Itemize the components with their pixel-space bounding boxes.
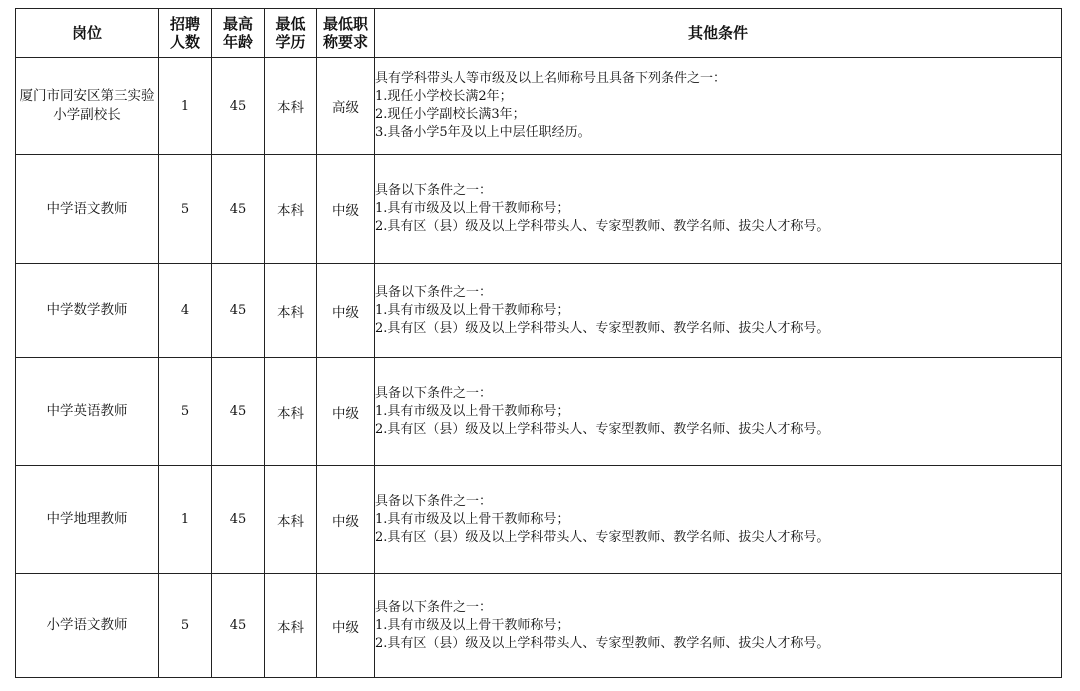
condition-line: 1.具有市级及以上骨干教师称号； <box>375 403 570 419</box>
header-min-title-line-2: 称要求 <box>322 33 368 51</box>
min-title-cell: 高级 <box>317 58 375 155</box>
max-age-cell: 45 <box>212 155 265 264</box>
header-min-edu-line-2: 学历 <box>275 33 306 51</box>
min-edu-cell: 本科 <box>265 155 317 264</box>
header-max-age-line-1: 最高 <box>222 15 253 33</box>
conditions-cell <box>375 264 1062 358</box>
condition-line: 1.具有市级及以上骨干教师称号； <box>375 201 570 216</box>
condition-line: 1.具有市级及以上骨干教师称号； <box>375 617 570 633</box>
condition-line: 具有学科带头人等市级及以上名师称号且具备下列条件之一： <box>375 71 727 86</box>
condition-line: 具备以下条件之一： <box>375 599 493 615</box>
count-cell: 5 <box>159 155 212 264</box>
min-edu-cell: 本科 <box>265 466 317 574</box>
count-cell: 1 <box>159 466 212 574</box>
min-edu-cell: 本科 <box>265 58 317 155</box>
condition-line: 具备以下条件之一： <box>375 385 493 401</box>
recruitment-table <box>15 8 1062 678</box>
max-age-cell: 45 <box>212 58 265 155</box>
header-max-age-line-2: 年龄 <box>222 33 253 51</box>
header-count-line-1: 招聘 <box>169 15 200 33</box>
condition-line: 2.现任小学副校长满3年； <box>375 107 526 122</box>
min-edu-cell: 本科 <box>265 574 317 678</box>
count-cell: 1 <box>159 58 212 155</box>
header-min-title-line-1: 最低职 <box>322 15 368 33</box>
max-age-cell: 45 <box>212 466 265 574</box>
table-row <box>16 358 1062 466</box>
header-min-edu <box>265 9 317 58</box>
count-cell: 5 <box>159 574 212 678</box>
condition-line: 1.具有市级及以上骨干教师称号； <box>375 302 570 318</box>
conditions-cell <box>375 58 1062 155</box>
max-age-cell: 45 <box>212 574 265 678</box>
max-age-cell: 45 <box>212 358 265 466</box>
min-title-cell: 中级 <box>317 466 375 574</box>
conditions-cell <box>375 574 1062 678</box>
min-title-cell: 中级 <box>317 574 375 678</box>
min-edu-cell: 本科 <box>265 264 317 358</box>
condition-line: 2.具有区（县）级及以上学科带头人、专家型教师、教学名师、拔尖人才称号。 <box>375 421 830 437</box>
table-row <box>16 264 1062 358</box>
condition-line: 具备以下条件之一： <box>375 183 493 198</box>
condition-line: 具备以下条件之一： <box>375 284 493 300</box>
position-cell: 小学语文教师 <box>16 574 159 678</box>
header-max-age <box>212 9 265 58</box>
header-position: 岗位 <box>16 9 159 58</box>
conditions-cell <box>375 466 1062 574</box>
position-cell: 中学英语教师 <box>16 358 159 466</box>
conditions-cell <box>375 358 1062 466</box>
position-cell: 中学语文教师 <box>16 155 159 264</box>
condition-line: 1.现任小学校长满2年； <box>375 89 513 104</box>
table-row <box>16 155 1062 264</box>
table-row <box>16 58 1062 155</box>
position-cell: 中学地理教师 <box>16 466 159 574</box>
header-min-title <box>317 9 375 58</box>
condition-line: 2.具有区（县）级及以上学科带头人、专家型教师、教学名师、拔尖人才称号。 <box>375 320 830 336</box>
header-count <box>159 9 212 58</box>
min-title-cell: 中级 <box>317 358 375 466</box>
min-title-cell: 中级 <box>317 264 375 358</box>
header-other-conditions: 其他条件 <box>375 9 1062 58</box>
condition-line: 3.具备小学5年及以上中层任职经历。 <box>375 125 591 140</box>
conditions-cell <box>375 155 1062 264</box>
position-cell: 中学数学教师 <box>16 264 159 358</box>
table-row <box>16 466 1062 574</box>
condition-line: 2.具有区（县）级及以上学科带头人、专家型教师、教学名师、拔尖人才称号。 <box>375 635 830 651</box>
max-age-cell: 45 <box>212 264 265 358</box>
table-body <box>16 58 1062 678</box>
condition-line: 2.具有区（县）级及以上学科带头人、专家型教师、教学名师、拔尖人才称号。 <box>375 219 830 234</box>
count-cell: 4 <box>159 264 212 358</box>
condition-line: 2.具有区（县）级及以上学科带头人、专家型教师、教学名师、拔尖人才称号。 <box>375 529 830 545</box>
condition-line: 具备以下条件之一： <box>375 493 493 509</box>
position-cell: 厦门市同安区第三实验小学副校长 <box>16 58 159 155</box>
header-min-edu-line-1: 最低 <box>275 15 306 33</box>
min-edu-cell: 本科 <box>265 358 317 466</box>
condition-line: 1.具有市级及以上骨干教师称号； <box>375 511 570 527</box>
header-row <box>16 9 1062 58</box>
header-count-line-2: 人数 <box>169 33 200 51</box>
table-row <box>16 574 1062 678</box>
count-cell: 5 <box>159 358 212 466</box>
min-title-cell: 中级 <box>317 155 375 264</box>
